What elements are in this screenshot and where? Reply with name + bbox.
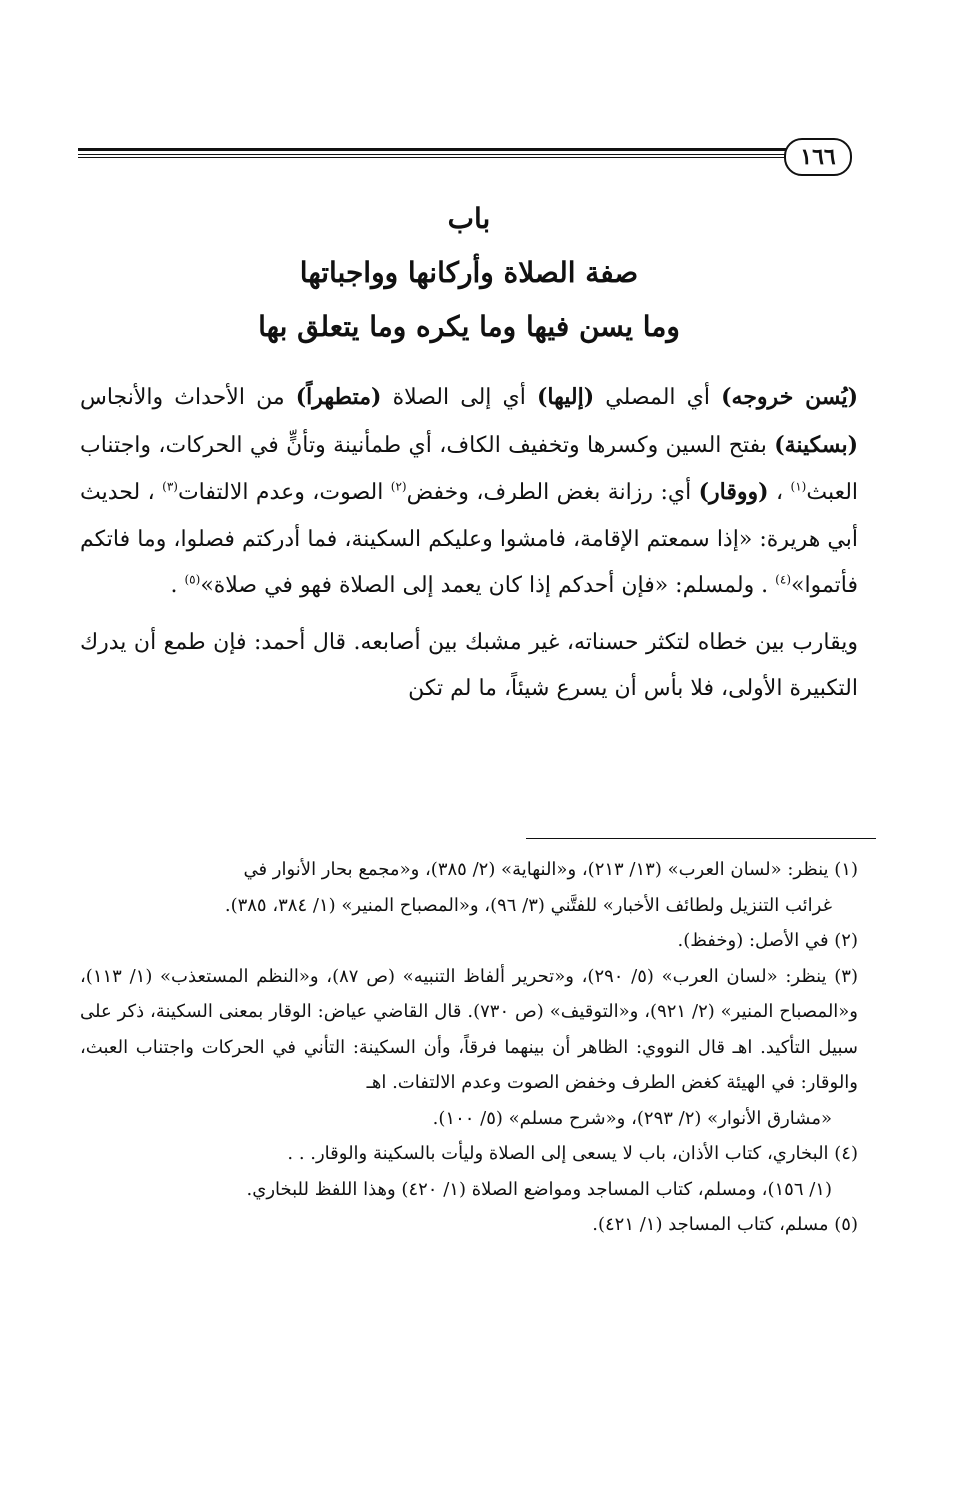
paragraph-2: ويقارب بين خطاه لتكثر حسناته، غير مشبك بين أصابعه. قال أحمد: فإن طمع أن يدرك التكبيرة الأولى، فلا بأس أن يسرع شيئاً، ما لم تكن — [80, 629, 858, 701]
term: (إليها) — [537, 384, 595, 410]
term: (متطهراً) — [295, 384, 382, 410]
footnote-text: غرائب التنزيل ولطائف الأخبار» للفتَّني (٣/ ٩٦)، و«المصباح المنير» (١/ ٣٨٤، ٣٨٥). — [224, 894, 832, 916]
footnote-1 — [80, 852, 858, 923]
text-run: ، — [768, 480, 791, 505]
footnote-marker[interactable]: (٤) — [775, 572, 791, 587]
footnote-5 — [80, 1207, 858, 1243]
text-run: من الأحداث والأنجاس — [80, 385, 296, 410]
text-run: أي: رزانة بغض الطرف، وخفض — [406, 480, 699, 505]
term: (ووقار) — [698, 479, 769, 505]
term: (بسكينة) — [774, 431, 858, 458]
footnote-text: (٤) البخاري، كتاب الأذان، باب لا يسعى إلى الصلاة وليأت بالسكينة والوقار. . . — [287, 1143, 858, 1164]
text-run: أي المصلي — [594, 385, 722, 410]
footnote-4 — [80, 1136, 858, 1207]
term: (يُسن خروجه) — [721, 384, 858, 410]
main-text — [80, 374, 858, 723]
footnotes — [80, 852, 858, 1243]
footnote-text: (٣) ينظر: «لسان العرب» (٥/ ٢٩٠)، و«تحرير ألفاظ التنبيه» (ص ٨٧)، و«النظم — [256, 965, 858, 987]
header-rule-thin — [78, 157, 786, 158]
header-rule-thick — [78, 148, 786, 155]
chapter-heading: باب — [447, 202, 491, 235]
text-run: . — [170, 573, 185, 598]
footnote-text: «مشارق الأنوار» (٢/ ٢٩٣)، و«شرح مسلم» (٥/ ١٠٠). — [432, 1107, 832, 1129]
footnote-text: (٢) في الأصل: (وخفظ). — [677, 930, 858, 951]
footnote-marker[interactable]: (٥) — [184, 572, 201, 587]
footnote-marker[interactable]: (٢) — [390, 479, 407, 494]
text-run: ، لحديث أبي هريرة: «إذا سمعتم الإقامة، فامشوا وعليكم السكينة، فما أدركتم فصلوا، وما فاتكم فأتموا» — [80, 480, 858, 598]
chapter-title-line-2: وما يسن فيها وما يكره وما يتعلق بها — [258, 310, 680, 343]
footnote-text: (٥) مسلم، كتاب المساجد (١/ ٤٢١). — [592, 1214, 858, 1235]
footnote-marker[interactable]: (١) — [790, 479, 807, 494]
footnote-separator — [526, 838, 876, 839]
footnote-text: المستعذب» (١/ ١١٣)، و«المصباح المنير» (٢/ ٩٢١)، و«التوقيف» (ص ٧٣٠). قال القاضي عياض: الوقار بمعنى السكينة، ذكر على سبيل التأكيد. اهـ قال النووي: الظاهر أن بينهما فرقاً، وأن السكينة: التأني في الحركات واجتناب العبث، والوقار: في الهيئة كغض الطرف وخفض الصوت وعدم الالتفات. اهـ — [80, 965, 859, 1093]
text-run: . ولمسلم: «فإن أحدكم إذا كان يعمد إلى الصلاة فهو في صلاة» — [200, 573, 776, 598]
text-run: الصوت، وعدم الالتفات — [177, 480, 391, 505]
chapter-title-line-1: صفة الصلاة وأركانها وواجباتها — [299, 256, 639, 289]
page-number: ١٦٦ — [784, 138, 852, 176]
footnote-text: (١/ ١٥٦)، ومسلم، كتاب المساجد ومواضع الصلاة (١/ ٤٢٠) وهذا اللفظ للبخاري. — [246, 1178, 832, 1200]
footnote-text: (١) ينظر: «لسان العرب» (١٣/ ٢١٣)، و«النهاية» (٢/ ٣٨٥)، و«مجمع بحار الأنوار في — [243, 859, 858, 880]
footnote-marker[interactable]: (٣) — [162, 479, 178, 494]
page-header — [78, 138, 860, 178]
footnote-2 — [80, 923, 858, 959]
chapter-title — [78, 192, 860, 354]
text-run: بفتح السين وكسرها وتخفيف الكاف، أي طمأنينة وتأنٍّ في الحركات، واجتناب العبث — [80, 432, 859, 505]
text-run: أي إلى الصلاة — [381, 385, 538, 410]
paragraph-1 — [80, 374, 858, 610]
footnote-3 — [80, 959, 858, 1137]
